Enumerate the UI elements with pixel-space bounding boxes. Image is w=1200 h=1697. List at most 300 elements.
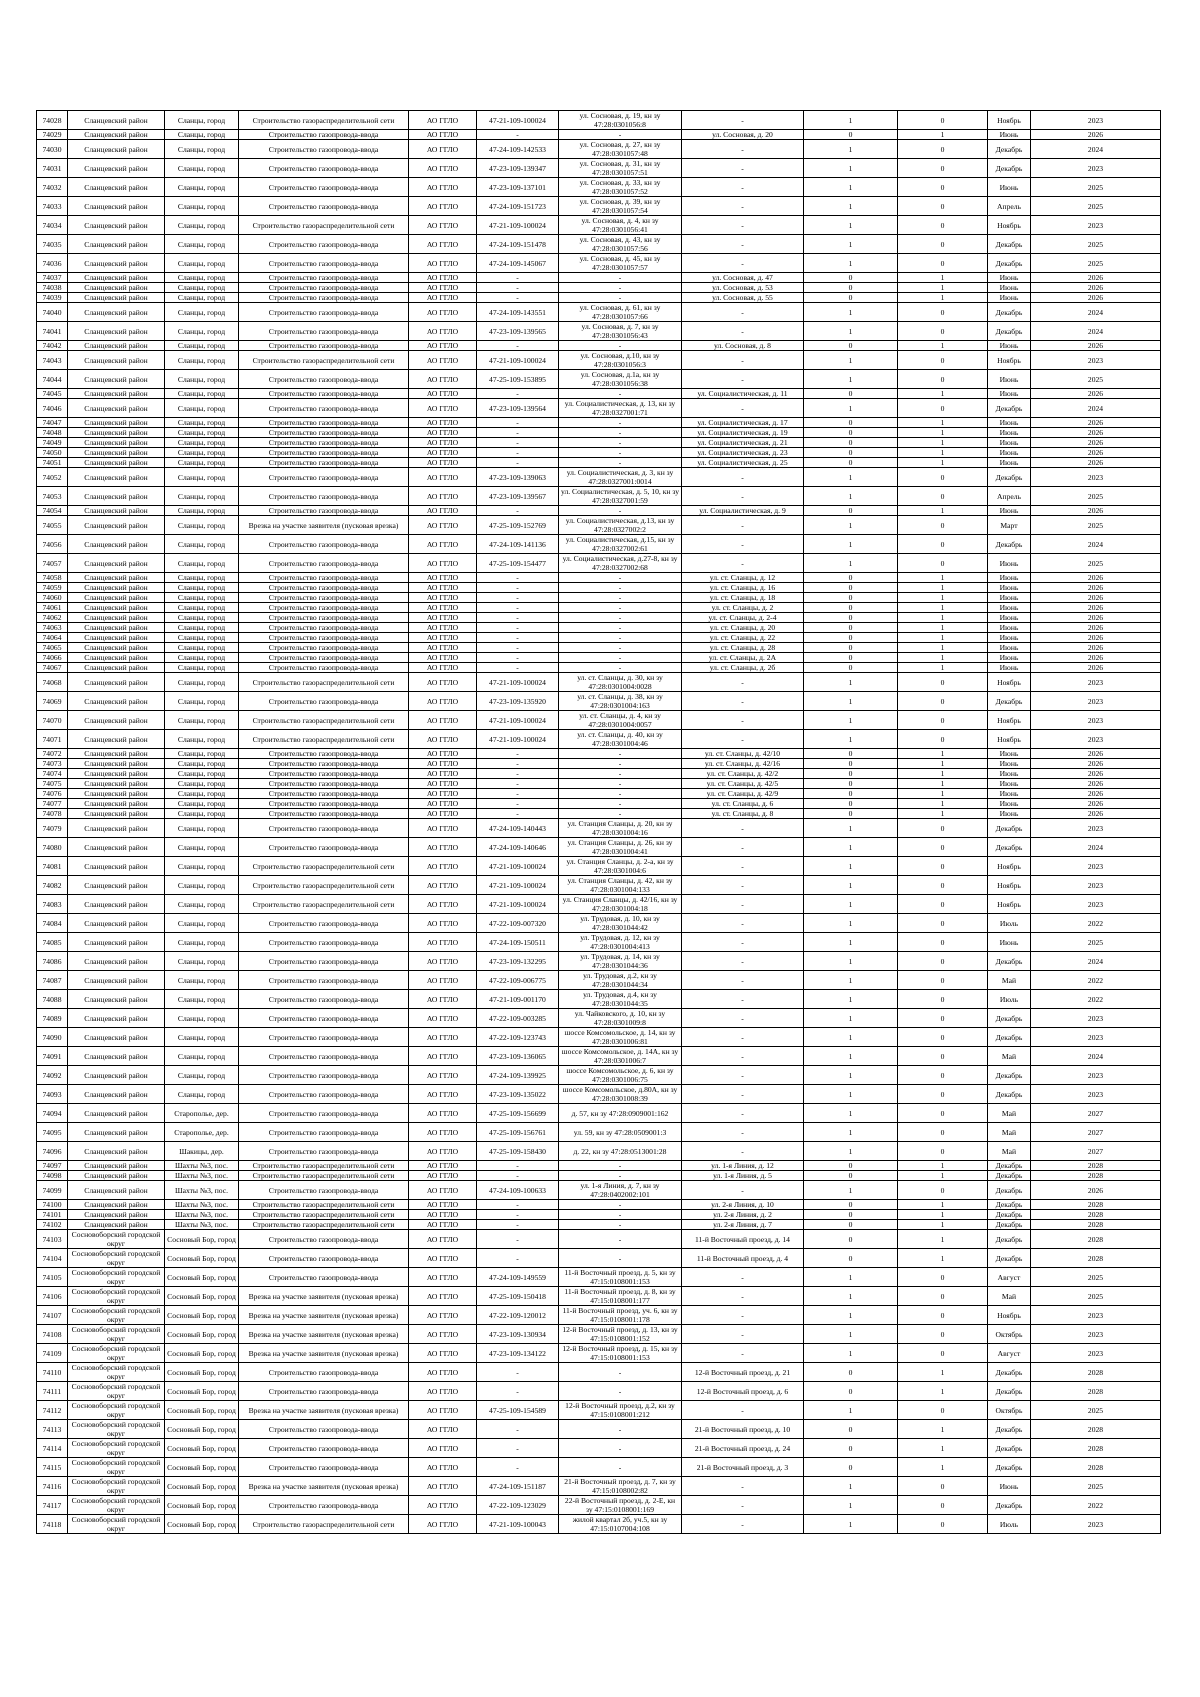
organization-cell: АО ГГЛО xyxy=(409,351,477,370)
table-row xyxy=(37,303,1161,322)
organization-cell: АО ГГЛО xyxy=(409,458,477,468)
quantity-1-cell: 1 xyxy=(804,857,898,876)
table-row xyxy=(37,809,1161,819)
row-number-cell: 74097 xyxy=(37,1161,68,1171)
quantity-1-cell: 0 xyxy=(804,1220,898,1230)
row-number-cell: 74093 xyxy=(37,1085,68,1104)
work-type-cell: Строительство газораспределительной сети xyxy=(239,351,409,370)
work-type-cell: Строительство газопровода-ввода xyxy=(239,952,409,971)
application-number-cell: 47-24-109-141136 xyxy=(477,535,559,554)
row-number-cell: 74033 xyxy=(37,197,68,216)
address-cadastral-cell: шоссе Комсомольское, д. 14А, кн зу 47:28:0301006:7 xyxy=(559,1047,682,1066)
locality-cell: Сланцы, город xyxy=(165,399,239,418)
district-cell: Сланцевский район xyxy=(68,809,165,819)
quantity-1-cell: 0 xyxy=(804,623,898,633)
quantity-2-cell: 0 xyxy=(898,1085,988,1104)
quantity-1-cell: 1 xyxy=(804,1268,898,1287)
district-cell: Сланцевский район xyxy=(68,1104,165,1123)
month-cell: Июнь xyxy=(988,933,1031,952)
quantity-2-cell: 0 xyxy=(898,1268,988,1287)
quantity-2-cell: 0 xyxy=(898,933,988,952)
address-cadastral-cell: - xyxy=(559,273,682,283)
quantity-2-cell: 1 xyxy=(898,799,988,809)
district-cell: Сланцевский район xyxy=(68,952,165,971)
organization-cell: АО ГГЛО xyxy=(409,370,477,389)
address-cadastral-cell: ул. 59, кн зу 47:28:0509001:3 xyxy=(559,1123,682,1142)
organization-cell: АО ГГЛО xyxy=(409,1028,477,1047)
address-cell: - xyxy=(682,1268,804,1287)
year-cell: 2026 xyxy=(1031,389,1161,399)
month-cell: Июнь xyxy=(988,593,1031,603)
work-type-cell: Строительство газопровода-ввода xyxy=(239,418,409,428)
year-cell: 2023 xyxy=(1031,159,1161,178)
locality-cell: Сланцы, город xyxy=(165,663,239,673)
work-type-cell: Строительство газопровода-ввода xyxy=(239,623,409,633)
locality-cell: Сланцы, город xyxy=(165,506,239,516)
month-cell: Июнь xyxy=(988,1477,1031,1496)
application-number-cell: 47-23-109-139567 xyxy=(477,487,559,506)
quantity-1-cell: 1 xyxy=(804,468,898,487)
month-cell: Июнь xyxy=(988,428,1031,438)
table-row xyxy=(37,799,1161,809)
locality-cell: Шахты №3, пос. xyxy=(165,1200,239,1210)
row-number-cell: 74043 xyxy=(37,351,68,370)
locality-cell: Сланцы, город xyxy=(165,971,239,990)
locality-cell: Сланцы, город xyxy=(165,809,239,819)
quantity-2-cell: 0 xyxy=(898,111,988,130)
work-type-cell: Строительство газопровода-ввода xyxy=(239,1496,409,1515)
month-cell: Декабрь xyxy=(988,1066,1031,1085)
year-cell: 2025 xyxy=(1031,516,1161,535)
organization-cell: АО ГГЛО xyxy=(409,711,477,730)
year-cell: 2025 xyxy=(1031,370,1161,389)
year-cell: 2026 xyxy=(1031,769,1161,779)
locality-cell: Сланцы, город xyxy=(165,554,239,573)
table-row xyxy=(37,623,1161,633)
district-cell: Сланцевский район xyxy=(68,1181,165,1200)
application-number-cell: - xyxy=(477,573,559,583)
district-cell: Сланцевский район xyxy=(68,819,165,838)
row-number-cell: 74117 xyxy=(37,1496,68,1515)
address-cell: ул. Социалистическая, д. 21 xyxy=(682,438,804,448)
table-row xyxy=(37,554,1161,573)
address-cell: - xyxy=(682,303,804,322)
district-cell: Сланцевский район xyxy=(68,583,165,593)
organization-cell: АО ГГЛО xyxy=(409,322,477,341)
district-cell: Сланцевский район xyxy=(68,633,165,643)
district-cell: Сланцевский район xyxy=(68,914,165,933)
month-cell: Август xyxy=(988,1344,1031,1363)
year-cell: 2026 xyxy=(1031,583,1161,593)
gasification-plan-table xyxy=(36,110,1161,1534)
application-number-cell: 47-25-109-153895 xyxy=(477,370,559,389)
address-cadastral-cell: - xyxy=(559,789,682,799)
locality-cell: Сланцы, город xyxy=(165,779,239,789)
address-cell: ул. ст. Сланцы, д. 2-4 xyxy=(682,613,804,623)
address-cell: ул. 2-я Линия, д. 2 xyxy=(682,1210,804,1220)
month-cell: Июнь xyxy=(988,809,1031,819)
address-cadastral-cell: ул. ст. Сланцы, д. 38, кн зу 47:28:0301004:163 xyxy=(559,692,682,711)
row-number-cell: 74062 xyxy=(37,613,68,623)
district-cell: Сланцевский район xyxy=(68,749,165,759)
quantity-1-cell: 1 xyxy=(804,838,898,857)
organization-cell: АО ГГЛО xyxy=(409,216,477,235)
address-cell: - xyxy=(682,1344,804,1363)
quantity-2-cell: 1 xyxy=(898,779,988,789)
table-row xyxy=(37,1142,1161,1161)
table-row xyxy=(37,1515,1161,1534)
row-number-cell: 74035 xyxy=(37,235,68,254)
address-cell: ул. ст. Сланцы, д. 2А xyxy=(682,653,804,663)
row-number-cell: 74061 xyxy=(37,603,68,613)
address-cadastral-cell: - xyxy=(559,623,682,633)
organization-cell: АО ГГЛО xyxy=(409,1382,477,1401)
row-number-cell: 74030 xyxy=(37,140,68,159)
locality-cell: Сланцы, город xyxy=(165,351,239,370)
work-type-cell: Строительство газопровода-ввода xyxy=(239,159,409,178)
application-number-cell: - xyxy=(477,283,559,293)
locality-cell: Сланцы, город xyxy=(165,914,239,933)
quantity-1-cell: 1 xyxy=(804,933,898,952)
locality-cell: Шакицы, дер. xyxy=(165,1142,239,1161)
table-row xyxy=(37,1161,1161,1171)
row-number-cell: 74116 xyxy=(37,1477,68,1496)
table-row xyxy=(37,1439,1161,1458)
quantity-1-cell: 1 xyxy=(804,673,898,692)
quantity-1-cell: 0 xyxy=(804,438,898,448)
address-cell: ул. ст. Сланцы, д. 18 xyxy=(682,593,804,603)
address-cell: - xyxy=(682,1142,804,1161)
address-cadastral-cell: - xyxy=(559,799,682,809)
application-number-cell: - xyxy=(477,1420,559,1439)
row-number-cell: 74065 xyxy=(37,643,68,653)
quantity-1-cell: 1 xyxy=(804,1344,898,1363)
work-type-cell: Строительство газопровода-ввода xyxy=(239,692,409,711)
district-cell: Сланцевский район xyxy=(68,487,165,506)
district-cell: Сланцевский район xyxy=(68,692,165,711)
year-cell: 2023 xyxy=(1031,351,1161,370)
quantity-1-cell: 1 xyxy=(804,1009,898,1028)
work-type-cell: Строительство газопровода-ввода xyxy=(239,1066,409,1085)
address-cadastral-cell: ул. Станция Сланцы, д. 2-а, кн зу 47:28:0301004:6 xyxy=(559,857,682,876)
organization-cell: АО ГГЛО xyxy=(409,789,477,799)
address-cell: - xyxy=(682,399,804,418)
address-cell: - xyxy=(682,111,804,130)
month-cell: Июнь xyxy=(988,653,1031,663)
district-cell: Сланцевский район xyxy=(68,428,165,438)
application-number-cell: - xyxy=(477,506,559,516)
month-cell: Декабрь xyxy=(988,1171,1031,1181)
district-cell: Сланцевский район xyxy=(68,159,165,178)
district-cell: Сланцевский район xyxy=(68,322,165,341)
organization-cell: АО ГГЛО xyxy=(409,914,477,933)
application-number-cell: - xyxy=(477,593,559,603)
work-type-cell: Строительство газопровода-ввода xyxy=(239,487,409,506)
address-cadastral-cell: жилой квартал 2б, уч.5, кн зу 47:15:0107004:108 xyxy=(559,1515,682,1534)
year-cell: 2025 xyxy=(1031,1477,1161,1496)
locality-cell: Сланцы, город xyxy=(165,468,239,487)
application-number-cell: - xyxy=(477,418,559,428)
locality-cell: Сланцы, город xyxy=(165,633,239,643)
row-number-cell: 74103 xyxy=(37,1230,68,1249)
address-cadastral-cell: ул. ст. Сланцы, д. 40, кн зу 47:28:0301004:46 xyxy=(559,730,682,749)
table-row xyxy=(37,370,1161,389)
district-cell: Сланцевский район xyxy=(68,663,165,673)
row-number-cell: 74066 xyxy=(37,653,68,663)
address-cell: ул. Социалистическая, д. 19 xyxy=(682,428,804,438)
quantity-1-cell: 0 xyxy=(804,130,898,140)
table-row xyxy=(37,653,1161,663)
organization-cell: АО ГГЛО xyxy=(409,1047,477,1066)
work-type-cell: Строительство газопровода-ввода xyxy=(239,438,409,448)
work-type-cell: Строительство газораспределительной сети xyxy=(239,876,409,895)
locality-cell: Сланцы, город xyxy=(165,516,239,535)
organization-cell: АО ГГЛО xyxy=(409,1142,477,1161)
year-cell: 2028 xyxy=(1031,1382,1161,1401)
address-cell: ул. ст. Сланцы, д. 8 xyxy=(682,809,804,819)
quantity-2-cell: 1 xyxy=(898,438,988,448)
year-cell: 2028 xyxy=(1031,1363,1161,1382)
district-cell: Сланцевский район xyxy=(68,389,165,399)
organization-cell: АО ГГЛО xyxy=(409,1230,477,1249)
month-cell: Декабрь xyxy=(988,535,1031,554)
address-cell: - xyxy=(682,1123,804,1142)
organization-cell: АО ГГЛО xyxy=(409,1496,477,1515)
organization-cell: АО ГГЛО xyxy=(409,140,477,159)
organization-cell: АО ГГЛО xyxy=(409,1066,477,1085)
quantity-2-cell: 1 xyxy=(898,1230,988,1249)
quantity-1-cell: 1 xyxy=(804,535,898,554)
district-cell: Сосновоборский городской округ xyxy=(68,1325,165,1344)
work-type-cell: Строительство газопровода-ввода xyxy=(239,603,409,613)
application-number-cell: - xyxy=(477,643,559,653)
organization-cell: АО ГГЛО xyxy=(409,838,477,857)
address-cell: 21-й Восточный проезд, д. 3 xyxy=(682,1458,804,1477)
quantity-2-cell: 1 xyxy=(898,341,988,351)
quantity-2-cell: 0 xyxy=(898,1009,988,1028)
quantity-2-cell: 1 xyxy=(898,389,988,399)
table-row xyxy=(37,779,1161,789)
address-cadastral-cell: - xyxy=(559,1210,682,1220)
work-type-cell: Врезка на участке заявителя (пусковая врезка) xyxy=(239,1344,409,1363)
table-row xyxy=(37,1287,1161,1306)
quantity-1-cell: 1 xyxy=(804,516,898,535)
month-cell: Июнь xyxy=(988,273,1031,283)
address-cadastral-cell: - xyxy=(559,1420,682,1439)
application-number-cell: 47-21-109-100024 xyxy=(477,895,559,914)
organization-cell: АО ГГЛО xyxy=(409,1363,477,1382)
application-number-cell: 47-21-109-001170 xyxy=(477,990,559,1009)
table-row xyxy=(37,838,1161,857)
locality-cell: Сланцы, город xyxy=(165,178,239,197)
row-number-cell: 74069 xyxy=(37,692,68,711)
address-cell: ул. Социалистическая, д. 17 xyxy=(682,418,804,428)
application-number-cell: 47-23-109-135920 xyxy=(477,692,559,711)
year-cell: 2028 xyxy=(1031,1439,1161,1458)
quantity-2-cell: 0 xyxy=(898,990,988,1009)
work-type-cell: Строительство газопровода-ввода xyxy=(239,1439,409,1458)
application-number-cell: - xyxy=(477,789,559,799)
year-cell: 2022 xyxy=(1031,990,1161,1009)
quantity-2-cell: 0 xyxy=(898,1401,988,1420)
year-cell: 2028 xyxy=(1031,1249,1161,1268)
address-cadastral-cell: ул. Трудовая, д. 10, кн зу 47:28:0301044:42 xyxy=(559,914,682,933)
month-cell: Июнь xyxy=(988,769,1031,779)
locality-cell: Сланцы, город xyxy=(165,111,239,130)
district-cell: Сланцевский район xyxy=(68,759,165,769)
organization-cell: АО ГГЛО xyxy=(409,1344,477,1363)
organization-cell: АО ГГЛО xyxy=(409,130,477,140)
quantity-1-cell: 1 xyxy=(804,178,898,197)
organization-cell: АО ГГЛО xyxy=(409,535,477,554)
locality-cell: Сланцы, город xyxy=(165,952,239,971)
application-number-cell: - xyxy=(477,293,559,303)
quantity-1-cell: 1 xyxy=(804,1496,898,1515)
district-cell: Сланцевский район xyxy=(68,1171,165,1181)
table-row xyxy=(37,254,1161,273)
row-number-cell: 74114 xyxy=(37,1439,68,1458)
locality-cell: Сланцы, город xyxy=(165,583,239,593)
month-cell: Декабрь xyxy=(988,1161,1031,1171)
quantity-2-cell: 1 xyxy=(898,448,988,458)
quantity-2-cell: 1 xyxy=(898,428,988,438)
quantity-1-cell: 0 xyxy=(804,809,898,819)
quantity-1-cell: 1 xyxy=(804,1287,898,1306)
quantity-2-cell: 1 xyxy=(898,1210,988,1220)
year-cell: 2026 xyxy=(1031,418,1161,428)
table-row xyxy=(37,399,1161,418)
row-number-cell: 74042 xyxy=(37,341,68,351)
work-type-cell: Строительство газопровода-ввода xyxy=(239,428,409,438)
locality-cell: Шахты №3, пос. xyxy=(165,1181,239,1200)
application-number-cell: 47-25-109-154589 xyxy=(477,1401,559,1420)
table-row xyxy=(37,130,1161,140)
address-cadastral-cell: - xyxy=(559,633,682,643)
work-type-cell: Врезка на участке заявителя (пусковая врезка) xyxy=(239,1287,409,1306)
quantity-2-cell: 1 xyxy=(898,769,988,779)
quantity-1-cell: 0 xyxy=(804,1420,898,1439)
district-cell: Сланцевский район xyxy=(68,1161,165,1171)
quantity-2-cell: 0 xyxy=(898,351,988,370)
work-type-cell: Строительство газопровода-ввода xyxy=(239,1181,409,1200)
address-cadastral-cell: ул. Сосновая, д. 27, кн зу 47:28:0301057:48 xyxy=(559,140,682,159)
quantity-1-cell: 0 xyxy=(804,663,898,673)
quantity-2-cell: 0 xyxy=(898,1104,988,1123)
address-cadastral-cell: ул. Социалистическая, д. 13, кн зу 47:28:0327001:71 xyxy=(559,399,682,418)
month-cell: Ноябрь xyxy=(988,673,1031,692)
locality-cell: Сланцы, город xyxy=(165,876,239,895)
month-cell: Ноябрь xyxy=(988,711,1031,730)
district-cell: Сланцевский район xyxy=(68,216,165,235)
table-row xyxy=(37,895,1161,914)
table-row xyxy=(37,933,1161,952)
month-cell: Декабрь xyxy=(988,303,1031,322)
quantity-2-cell: 0 xyxy=(898,254,988,273)
quantity-1-cell: 0 xyxy=(804,273,898,283)
work-type-cell: Строительство газопровода-ввода xyxy=(239,273,409,283)
work-type-cell: Строительство газопровода-ввода xyxy=(239,535,409,554)
year-cell: 2028 xyxy=(1031,1210,1161,1220)
quantity-1-cell: 1 xyxy=(804,692,898,711)
quantity-2-cell: 1 xyxy=(898,1420,988,1439)
row-number-cell: 74073 xyxy=(37,759,68,769)
quantity-2-cell: 0 xyxy=(898,895,988,914)
month-cell: Июнь xyxy=(988,418,1031,428)
month-cell: Май xyxy=(988,1047,1031,1066)
month-cell: Ноябрь xyxy=(988,351,1031,370)
address-cadastral-cell: - xyxy=(559,809,682,819)
month-cell: Декабрь xyxy=(988,1220,1031,1230)
quantity-1-cell: 0 xyxy=(804,1161,898,1171)
table-row xyxy=(37,283,1161,293)
year-cell: 2023 xyxy=(1031,895,1161,914)
organization-cell: АО ГГЛО xyxy=(409,623,477,633)
address-cadastral-cell: ул. ст. Сланцы, д. 4, кн зу 47:28:0301004:0057 xyxy=(559,711,682,730)
year-cell: 2023 xyxy=(1031,1009,1161,1028)
year-cell: 2026 xyxy=(1031,593,1161,603)
application-number-cell: 47-24-109-151187 xyxy=(477,1477,559,1496)
work-type-cell: Строительство газораспределительной сети xyxy=(239,1210,409,1220)
table-row xyxy=(37,1200,1161,1210)
organization-cell: АО ГГЛО xyxy=(409,516,477,535)
quantity-1-cell: 0 xyxy=(804,759,898,769)
month-cell: Июнь xyxy=(988,389,1031,399)
address-cadastral-cell: ул. Сосновая, д. 31, кн зу 47:28:0301057:51 xyxy=(559,159,682,178)
organization-cell: АО ГГЛО xyxy=(409,487,477,506)
quantity-1-cell: 0 xyxy=(804,283,898,293)
row-number-cell: 74102 xyxy=(37,1220,68,1230)
address-cadastral-cell: - xyxy=(559,1220,682,1230)
district-cell: Сланцевский район xyxy=(68,730,165,749)
work-type-cell: Строительство газопровода-ввода xyxy=(239,809,409,819)
application-number-cell: - xyxy=(477,1171,559,1181)
quantity-1-cell: 0 xyxy=(804,1363,898,1382)
quantity-2-cell: 0 xyxy=(898,1325,988,1344)
row-number-cell: 74053 xyxy=(37,487,68,506)
address-cell: ул. Сосновая, д. 55 xyxy=(682,293,804,303)
row-number-cell: 74037 xyxy=(37,273,68,283)
year-cell: 2022 xyxy=(1031,971,1161,990)
district-cell: Сланцевский район xyxy=(68,399,165,418)
year-cell: 2026 xyxy=(1031,448,1161,458)
address-cell: ул. ст. Сланцы, д. 6 xyxy=(682,799,804,809)
locality-cell: Сланцы, город xyxy=(165,438,239,448)
quantity-1-cell: 1 xyxy=(804,351,898,370)
table-row xyxy=(37,506,1161,516)
locality-cell: Сланцы, город xyxy=(165,303,239,322)
address-cell: - xyxy=(682,1066,804,1085)
month-cell: Декабрь xyxy=(988,1458,1031,1477)
quantity-2-cell: 1 xyxy=(898,759,988,769)
locality-cell: Сосновый Бор, город xyxy=(165,1496,239,1515)
district-cell: Сланцевский район xyxy=(68,140,165,159)
application-number-cell: - xyxy=(477,623,559,633)
year-cell: 2026 xyxy=(1031,1181,1161,1200)
row-number-cell: 74039 xyxy=(37,293,68,303)
work-type-cell: Строительство газопровода-ввода xyxy=(239,554,409,573)
address-cell: - xyxy=(682,516,804,535)
year-cell: 2026 xyxy=(1031,458,1161,468)
row-number-cell: 74091 xyxy=(37,1047,68,1066)
table-row xyxy=(37,990,1161,1009)
table-row xyxy=(37,235,1161,254)
row-number-cell: 74075 xyxy=(37,779,68,789)
locality-cell: Сланцы, город xyxy=(165,254,239,273)
row-number-cell: 74068 xyxy=(37,673,68,692)
address-cell: 21-й Восточный проезд, д. 10 xyxy=(682,1420,804,1439)
address-cell: - xyxy=(682,730,804,749)
organization-cell: АО ГГЛО xyxy=(409,895,477,914)
